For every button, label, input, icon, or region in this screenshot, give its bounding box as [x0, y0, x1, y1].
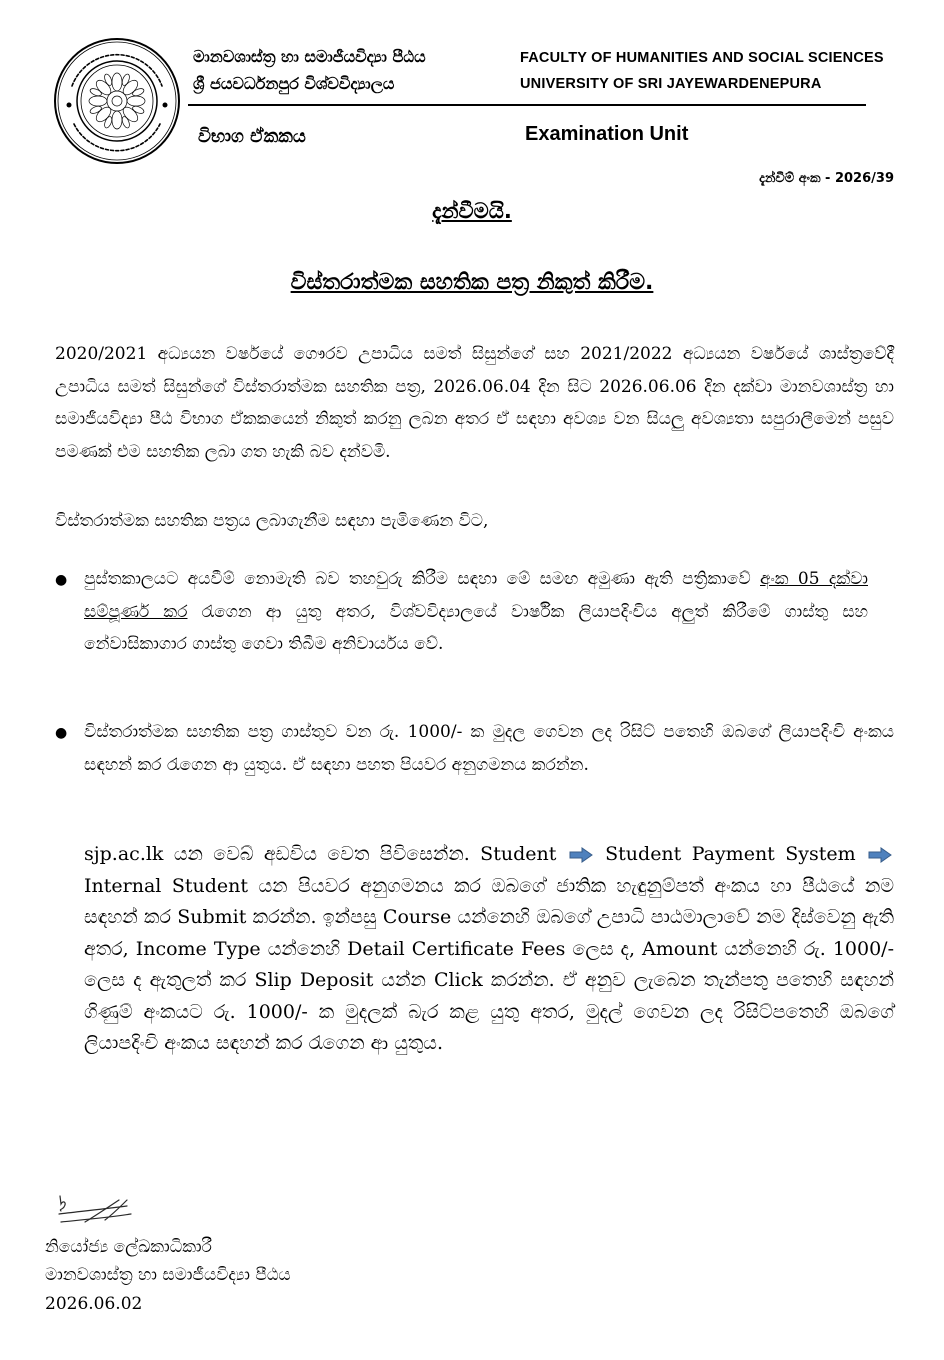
unit-name-si: විභාග ඒකකය [198, 126, 306, 147]
bullet1-underlined-text: අංක 05 දක්වා සම්පූර්ණ කර [84, 569, 868, 622]
arrow-right-icon [868, 847, 892, 863]
university-name-si: ශ්‍රී ජයවර්ධනපුර විශ්වවිද්‍යාලය [193, 74, 395, 93]
university-name-en: UNIVERSITY OF SRI JAYEWARDENEPURA [520, 76, 822, 92]
signature-date: 2026.06.02 [45, 1294, 143, 1314]
notice-reference: දැන්වීම් අංක - 2026/39 [759, 171, 894, 186]
notice-title: දැන්වීමයි. [432, 199, 512, 223]
arrow-right-icon [569, 847, 593, 863]
signature-icon [55, 1192, 135, 1234]
university-seal-icon [52, 36, 182, 166]
requirement-item-payment: විස්තරාත්මක සහතික පත්‍ර ගාස්තුව වන රු. 1000/- ක මුදල ගෙවන ලද රිසිට් පතෙහි ඔබගේ ලියාපදිංචි අංකය සඳහන් කර රැගෙන ආ යුතුය. ඒ සඳහා පහත පියවර අනුගමනය කරන්න. [84, 722, 894, 775]
requirements-lead: විස්තරාත්මක සහතික පත්‍රය ලබාගැනීම සඳහා පැමිණෙන විට, [55, 511, 489, 531]
steps-part-3: Internal Student යන පියවර අනුගමනය කර ඔබගේ ජාතික හැඳුනුම්පත් අංකය හා පීඨයේ නම සඳහන් කර Submit කරන්න. ඉන්පසු Course යන්නෙහි ඔබගේ උපාධි පාඨමාලාවේ නම දිස්වෙනු ඇති අතර, Income Type යන්නෙහි Detail Certificate Fees ලෙස ද, Amount යන්නෙහි රු. 1000/- ලෙස ද ඇතුලත් කර Slip Deposit යන්න Click කරන්න. ඒ අනුව ලැබෙන තැන්පතු පතෙහි සඳහන් ගිණුම් අංකයට රු. 1000/- ක මුදලක් බැර කළ යුතු අතර, මුදල් ගෙවන ලද රිසිට්පතෙහි ඔබගේ ලියාපදිංචි අංකය සඳහන් කර රැගෙන ආ යුතුය. [84, 874, 894, 1054]
requirement-item-library [84, 563, 868, 661]
notice-subtitle: විස්තරාත්මක සහතික පත්‍ර නිකුත් කිරීම. [290, 270, 654, 295]
intro-paragraph: 2020/2021 අධ්‍යයන වර්ෂයේ ගෞරව උපාධිය සමත් සිසුන්ගේ සහ 2021/2022 අධ්‍යයන වර්ෂයේ ශාස්ත්‍රවේදී උපාධිය සමත් සිසුන්ගේ විස්තරාත්මක සහතික පත්‍ර, 2026.06.04 දින සිට 2026.06.06 දින දක්වා මානවශාස්ත්‍ර හා සමාජීයවිද්‍යා පීඨ විභාග ඒකකයෙන් නිකුත් කරනු ලබන අතර ඒ සඳහා අවශ්‍ය වන සියලු අවශ්‍යතා සපුරාලීමෙන් පසුව පමණක් එම සහතික ලබා ගත හැකි බව දන්වමි. [55, 344, 894, 462]
faculty-name-si: මානවශාස්ත්‍ර හා සමාජීයවිද්‍යා පීඨය [193, 47, 426, 66]
steps-part-1: sjp.ac.lk යන වෙබ් අඩවිය වෙත පිවිසෙන්න. Student [84, 843, 557, 865]
signatory-faculty: මානවශාස්ත්‍ර හා සමාජීයවිද්‍යා පීඨය [45, 1265, 291, 1285]
signatory-designation: නියෝජ්‍ය ලේඛකාධිකාරී [45, 1237, 212, 1257]
payment-steps [84, 839, 894, 1060]
steps-part-2: Student Payment System [605, 843, 856, 865]
unit-name-en: Examination Unit [525, 123, 689, 145]
bullet-icon: ● [55, 572, 68, 588]
header-divider [188, 104, 866, 106]
bullet-icon: ● [55, 725, 68, 741]
bullet1-text-before: පුස්තකාලයට අයවීම් නොමැති බව තහවුරු කිරීම සඳහා මේ සමඟ අමුණා ඇති පත්‍රිකාවේ [84, 569, 760, 589]
bullet1-text-after: රැගෙන ආ යුතු අතර, විශ්වවිද්‍යාලයේ වාර්ෂික ලියාපදිංචිය අලුත් කිරීමේ ගාස්තු සහ නේවාසිකාගාර ගාස්තු ගෙවා තිබීම අනිවාර්යය වේ. [84, 601, 868, 654]
faculty-name-en: FACULTY OF HUMANITIES AND SOCIAL SCIENCES [520, 50, 884, 66]
